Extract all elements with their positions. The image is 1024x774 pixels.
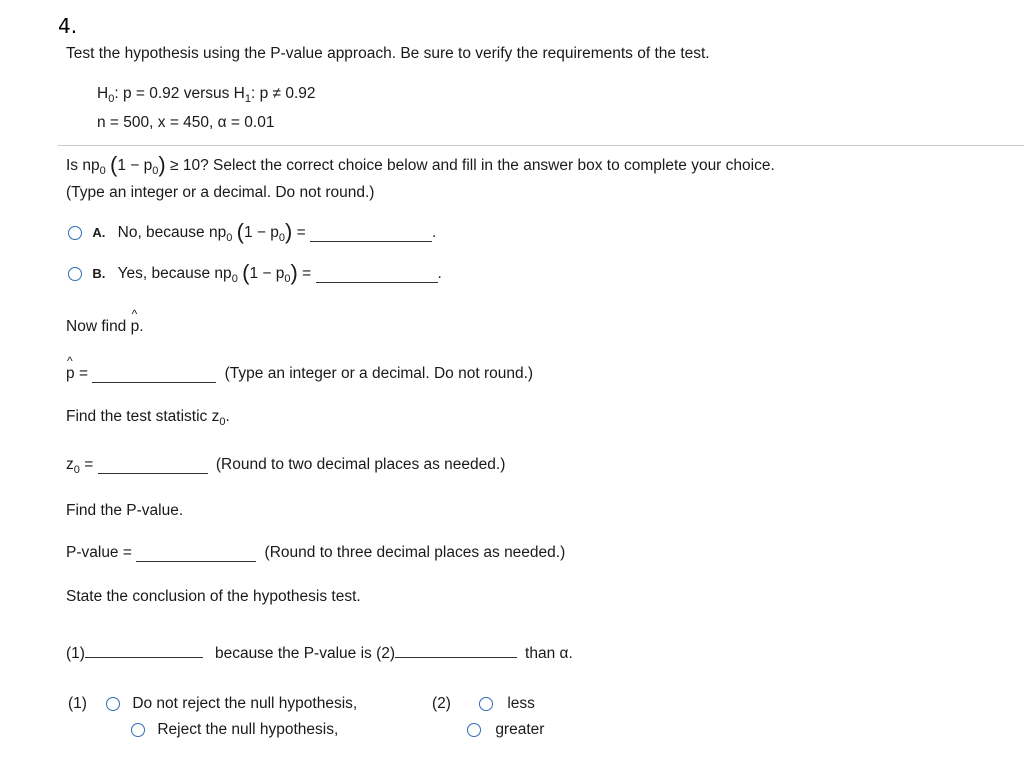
test-statistic-row: [66, 456, 505, 474]
p-value-heading: Find the P-value.: [66, 502, 184, 519]
option-a-p0-sub: 0: [226, 232, 233, 244]
h0-label: H: [97, 85, 109, 102]
choices2-label: (2): [432, 695, 451, 712]
requirement-question-pre: Is np: [66, 157, 100, 174]
option-b-answer-input[interactable]: [316, 266, 438, 283]
requirement-question-post: ≥ 10? Select the correct choice below and fill in the answer box to complete your choice.: [170, 157, 775, 174]
option-b-p0-sub: 0: [231, 273, 238, 285]
p-hat-heading-text: Now find: [66, 318, 131, 335]
test-statistic-heading: [66, 408, 230, 426]
conclusion-blank-2[interactable]: [395, 656, 517, 658]
choice2-a-radio[interactable]: [479, 697, 493, 711]
option-b-p0-sub-2: 0: [284, 273, 291, 285]
option-a-radio[interactable]: [68, 226, 82, 240]
choice1-b-radio[interactable]: [131, 723, 145, 737]
open-paren: (: [110, 152, 118, 177]
h0-subscript: 0: [108, 93, 115, 105]
z0-heading-sub: 0: [219, 416, 226, 428]
option-a-equals: =: [296, 224, 306, 241]
choice1-b-row[interactable]: [131, 721, 338, 739]
p-hat-heading: Now find ^ p.: [66, 307, 144, 335]
p-value-label: P-value =: [66, 544, 132, 561]
test-statistic-heading-text: Find the test statistic z: [66, 408, 220, 425]
requirement-hint: (Type an integer or a decimal. Do not round.): [66, 184, 375, 201]
h1-statement: : p ≠ 0.92: [251, 85, 316, 102]
z0-label: z: [66, 456, 74, 473]
p0-subscript: 0: [99, 165, 106, 177]
choices1-label: (1): [68, 695, 87, 712]
option-b-open-paren: (: [242, 260, 250, 285]
option-b-close-paren: ): [290, 260, 298, 285]
option-b-text: Yes, because np: [117, 265, 232, 282]
z0-label-sub: 0: [73, 464, 80, 476]
h0-statement: : p = 0.92 versus: [114, 85, 234, 102]
option-a-p0-sub-2: 0: [278, 232, 285, 244]
option-b-equals: =: [302, 265, 312, 282]
one-minus-p: 1 − p: [117, 157, 153, 174]
h1-label: H: [233, 85, 245, 102]
requirement-question: [66, 152, 775, 177]
test-statistic-hint: (Round to two decimal places as needed.): [215, 456, 506, 473]
p-hat-input[interactable]: [92, 366, 216, 383]
choice2-b-text: greater: [495, 721, 545, 738]
choice2-a-row[interactable]: [479, 695, 535, 713]
h1-subscript: 1: [244, 93, 251, 105]
conclusion-end: than α.: [525, 645, 573, 662]
question-number: 4.: [58, 14, 78, 38]
hat-symbol-2: ^: [67, 354, 73, 368]
z0-equals: =: [84, 456, 94, 473]
option-b-row[interactable]: B. Yes, because $np_0$ $(1 - p_0)$ = .: [68, 263, 442, 283]
conclusion-blank-1[interactable]: [85, 656, 203, 658]
choice2-b-radio[interactable]: [467, 723, 481, 737]
conclusion-heading: State the conclusion of the hypothesis test.: [66, 588, 361, 605]
option-a-close-paren: ): [285, 219, 293, 244]
conclusion-middle: because the P-value is (2): [214, 645, 396, 662]
given-values: n = 500, x = 450, α = 0.01: [97, 114, 275, 131]
blank1-label: (1): [66, 645, 85, 662]
hat-symbol: ^: [131, 307, 138, 321]
conclusion-sentence: [66, 645, 573, 663]
hypotheses-line: [97, 85, 316, 103]
p-hat-label: p: [66, 365, 75, 382]
choice1-b-text: Reject the null hypothesis,: [157, 721, 339, 738]
p-hat-equals: =: [78, 365, 88, 382]
option-b-letter: B.: [92, 266, 106, 281]
option-a-one-minus-p: 1 − p: [243, 224, 279, 241]
option-b-one-minus-p: 1 − p: [249, 265, 285, 282]
test-statistic-input[interactable]: [98, 457, 208, 474]
choice1-a-row[interactable]: [106, 695, 357, 713]
p-hat-symbol: p: [130, 318, 140, 335]
choice1-a-text: Do not reject the null hypothesis,: [132, 695, 358, 712]
heading-period: .: [225, 408, 230, 425]
choice2-b-row[interactable]: [467, 721, 544, 739]
section-divider: [58, 145, 1024, 146]
p-value-hint: (Round to three decimal places as needed.): [264, 544, 566, 561]
choice2-a-text: less: [507, 695, 535, 712]
option-a-letter: A.: [92, 225, 106, 240]
choice1-a-radio[interactable]: [106, 697, 120, 711]
p-value-input[interactable]: [136, 545, 256, 562]
p-hat-row: [66, 354, 534, 383]
p-value-row: [66, 544, 565, 562]
option-a-open-paren: (: [236, 219, 244, 244]
p-hat-hint: (Type an integer or a decimal. Do not round.): [224, 365, 534, 382]
option-a-row[interactable]: A. No, because $np_0$ $(1 - p_0)$ = .: [68, 222, 436, 242]
p0-subscript-2: 0: [152, 165, 159, 177]
close-paren: ): [158, 152, 166, 177]
option-a-text: No, because np: [117, 224, 227, 241]
option-a-answer-input[interactable]: [310, 225, 432, 242]
instruction-text: Test the hypothesis using the P-value approach. Be sure to verify the requirements of the test.: [66, 45, 710, 62]
option-b-radio[interactable]: [68, 267, 82, 281]
